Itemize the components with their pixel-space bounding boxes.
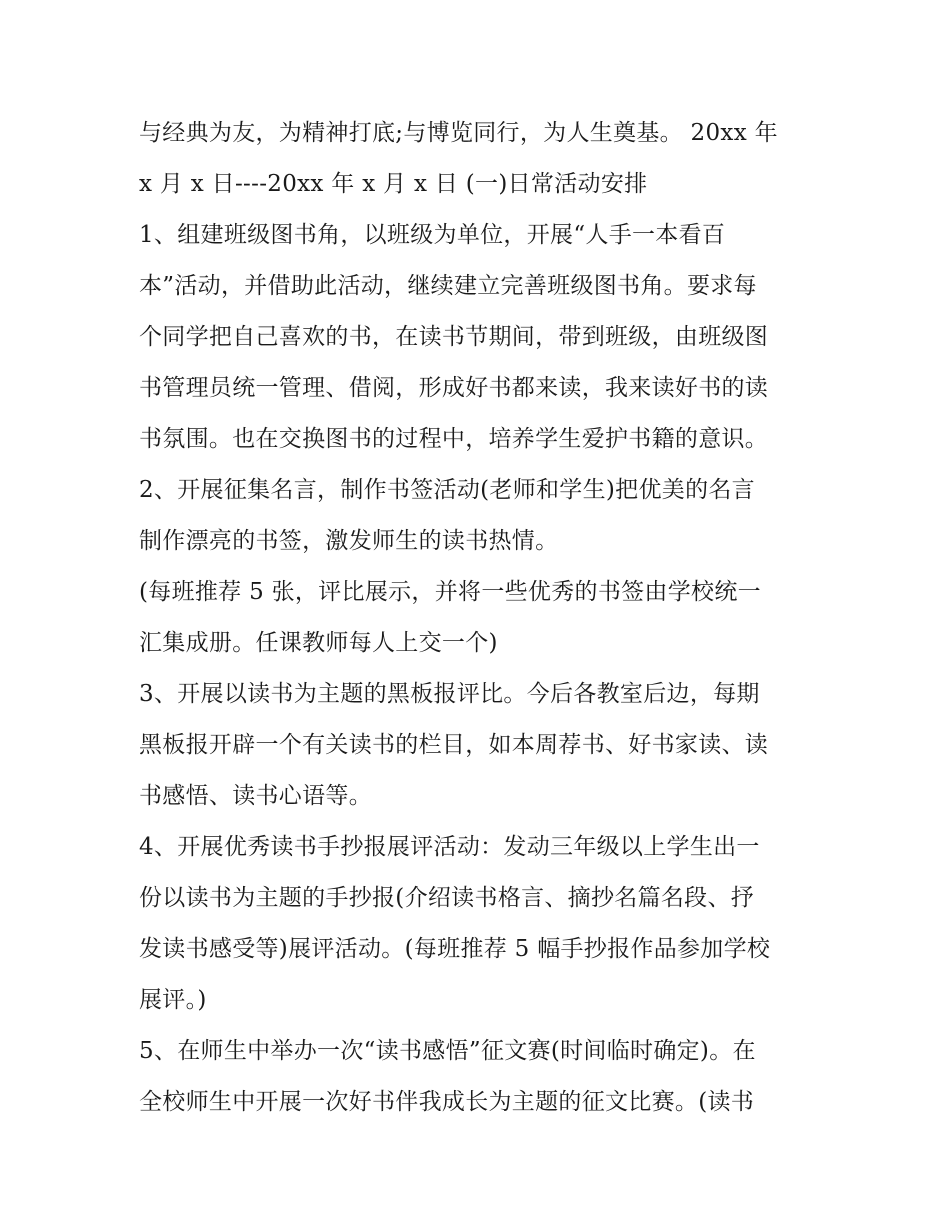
text-line: 1、组建班级图书角，以班级为单位，开展“人手一本看百 <box>139 222 726 248</box>
text-line: 个同学把自己喜欢的书，在读书节期间，带到班级，由班级图 <box>139 324 769 350</box>
text-line: (每班推荐 5 张，评比展示，并将一些优秀的书签由学校统一 <box>139 579 761 605</box>
text-line: 发读书感受等)展评活动。(每班推荐 5 幅手抄报作品参加学校 <box>139 936 771 962</box>
text-line: 全校师生中开展一次好书伴我成长为主题的征文比赛。(读书 <box>139 1089 755 1115</box>
text-line: 本”活动，并借助此活动，继续建立完善班级图书角。要求每 <box>139 273 757 299</box>
text-line: 制作漂亮的书签，激发师生的读书热情。 <box>139 528 559 554</box>
text-line: 2、开展征集名言，制作书签活动(老师和学生)把优美的名言 <box>139 477 755 503</box>
text-line: 书管理员统一管理、借阅，形成好书都来读，我来读好书的读 <box>139 375 769 401</box>
text-line: 书氛围。也在交换图书的过程中，培养学生爱护书籍的意识。 <box>139 426 769 452</box>
text-line: 3、开展以读书为主题的黑板报评比。今后各教室后边，每期 <box>139 681 760 707</box>
text-line: 5、在师生中举办一次“读书感悟”征文赛(时间临时确定)。在 <box>139 1038 756 1064</box>
text-line: 汇集成册。任课教师每人上交一个) <box>139 630 498 656</box>
text-line: 与经典为友，为精神打底;与博览同行，为人生奠基。 20xx 年 <box>139 120 778 146</box>
text-line: 4、开展优秀读书手抄报展评活动：发动三年级以上学生出一 <box>139 834 760 860</box>
body-text <box>139 108 819 1128</box>
text-line: 书感悟、读书心语等。 <box>139 783 372 809</box>
text-line: x 月 x 日----20xx 年 x 月 x 日 (一)日常活动安排 <box>139 171 648 197</box>
text-line: 份以读书为主题的手抄报(介绍读书格言、摘抄名篇名段、抒 <box>139 885 755 911</box>
text-line: 展评。) <box>139 987 207 1013</box>
text-line: 黑板报开辟一个有关读书的栏目，如本周荐书、好书家读、读 <box>139 732 769 758</box>
